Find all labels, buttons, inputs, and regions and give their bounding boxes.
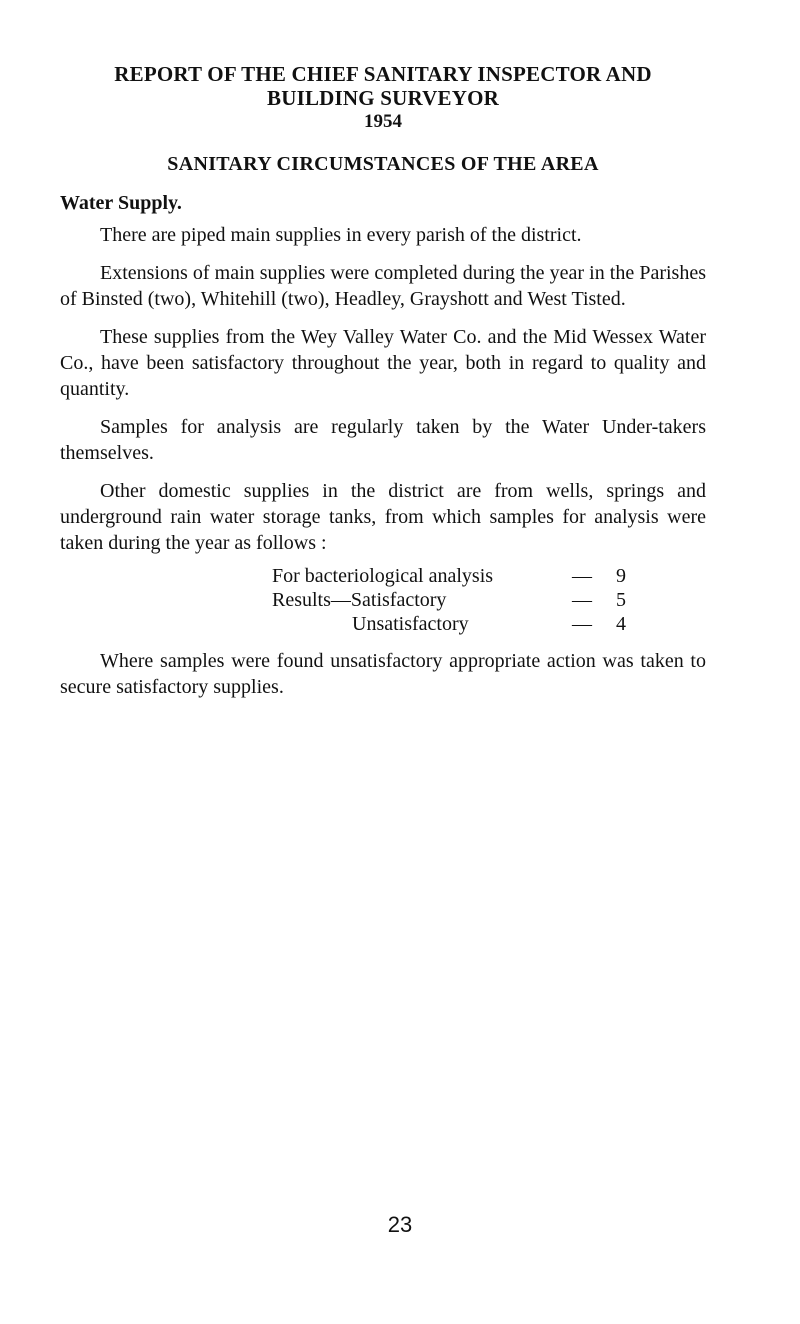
paragraph-closing: Where samples were found unsatisfactory appropriate action was taken to secure satisfactory supplies. <box>60 650 706 698</box>
paragraph-extensions: Extensions of main supplies were completed during the year in the Parishes of Binsted (two), Whitehill (two), Headley, Grayshott and West Tisted. <box>60 262 706 310</box>
water-supply-subheading: Water Supply. <box>60 192 182 214</box>
results-row-value: 9 <box>616 565 626 587</box>
results-row-value: 4 <box>616 613 626 635</box>
report-page <box>60 62 706 712</box>
results-row-label: Unsatisfactory <box>352 613 469 635</box>
results-row-satisfactory <box>272 588 706 612</box>
results-row-label: Results—Satisfactory <box>272 589 447 611</box>
report-title-line-1: REPORT OF THE CHIEF SANITARY INSPECTOR AND <box>114 62 652 86</box>
results-row-dash: — <box>572 613 592 635</box>
results-row-value: 5 <box>616 589 626 611</box>
results-row-dash: — <box>572 589 592 611</box>
paragraph-supply-quality: These supplies from the Wey Valley Water Co. and the Mid Wessex Water Co., have been satisfactory throughout the year, both in regard to quality and quantity. <box>60 326 706 400</box>
results-row-dash: — <box>572 565 592 587</box>
analysis-results-table <box>272 564 706 636</box>
paragraph-sampling: Samples for analysis are regularly taken by the Water Under-takers themselves. <box>60 416 706 464</box>
paragraph-piped-supplies: There are piped main supplies in every parish of the district. <box>100 224 582 246</box>
report-year: 1954 <box>364 111 402 132</box>
results-row-label: For bacteriological analysis <box>272 565 494 587</box>
page-number: 23 <box>387 1212 413 1237</box>
paragraph-other-supplies: Other domestic supplies in the district are from wells, springs and underground rain water storage tanks, from which samples for analysis were taken during the year as follows : <box>60 480 706 554</box>
results-row-bacteriological <box>272 564 706 588</box>
results-row-unsatisfactory <box>272 612 706 636</box>
section-heading: SANITARY CIRCUMSTANCES OF THE AREA <box>167 153 599 175</box>
report-title-line-2: BUILDING SURVEYOR <box>267 86 499 110</box>
